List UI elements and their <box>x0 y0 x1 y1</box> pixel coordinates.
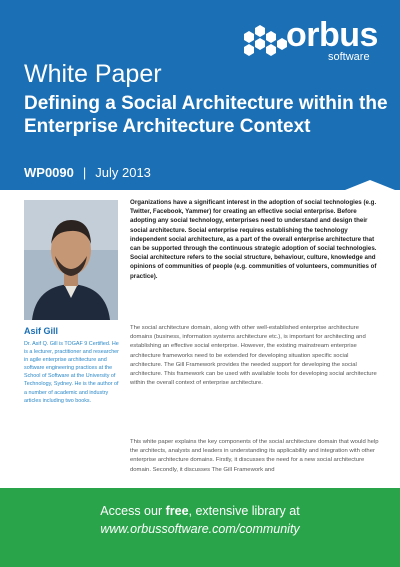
document-type: White Paper <box>24 60 162 88</box>
author-photo <box>24 200 118 320</box>
footer-free-text: free <box>165 504 189 518</box>
author-bio: Dr. Asif Q. Gill is TOGAF 9 Certified. He is a lecturer, practitioner and researcher in agile enterprise architecture and software engineering practices at the School of Software at the University of Technology, Sydney. He is the author of a number of academic and industry articles including two books. <box>24 341 119 404</box>
document-date: July 2013 <box>95 165 151 180</box>
logo-sub-text: software <box>328 51 370 63</box>
author-name: Asif Gill <box>24 326 59 336</box>
footer-post-text: , extensive library at <box>188 504 300 518</box>
footer-line-1 <box>0 504 400 518</box>
lead-paragraph: Organizations have a significant interest in the adoption of social technologies (e.g. Twitter, Facebook, Yammer) for creating an effective social enterprise. Before adopting any social technology, enterprises need to understand and design their social architecture. Social enterprise requires establishing the technology independent social architecture, as a part of the overall enterprise architecture that can be supported through the continuous strategic adoption of social technologies. Social architecture refers to the social structure, behaviour, culture, knowledge and opinions of communities of people (e.g. communities of volunteers, communities of practice). <box>130 199 377 280</box>
reference-separator: | <box>82 165 87 180</box>
header-banner <box>0 0 400 202</box>
footer-pre-text: Access our <box>100 504 166 518</box>
document-code: WP0090 <box>24 165 74 180</box>
body-paragraph-2: This white paper explains the key components of the social architecture domain that would help the architects, analysts and leaders in understanding its applicability and integration with other enterprise architecture domains. Firstly, it discusses the need for a new social architecture domain. Secondly, it discusses The Gill Framework and <box>130 439 379 473</box>
community-link[interactable]: www.orbussoftware.com/community <box>100 522 300 536</box>
logo-brand-text: orbus <box>286 16 378 54</box>
orbus-logo[interactable] <box>238 16 388 68</box>
footer-banner <box>0 488 400 567</box>
body-paragraph-1: The social architecture domain, along with other well-established enterprise architecture domains (business, information systems architecture etc.), is important for architecting and establishing an effective social enterprise. However, the existing mainstream enterprise architecture frameworks need to be extended for developing situation specific social architecture. The Gill Framework provides the needed support for developing the social architecture. This framework can be used with available tools for developing social architecture within the overall context of enterprise architecture. <box>130 325 377 387</box>
document-reference <box>24 165 151 180</box>
document-title: Defining a Social Architecture within the Enterprise Architecture Context <box>24 93 388 137</box>
hexagon-logo-icon <box>238 24 290 64</box>
